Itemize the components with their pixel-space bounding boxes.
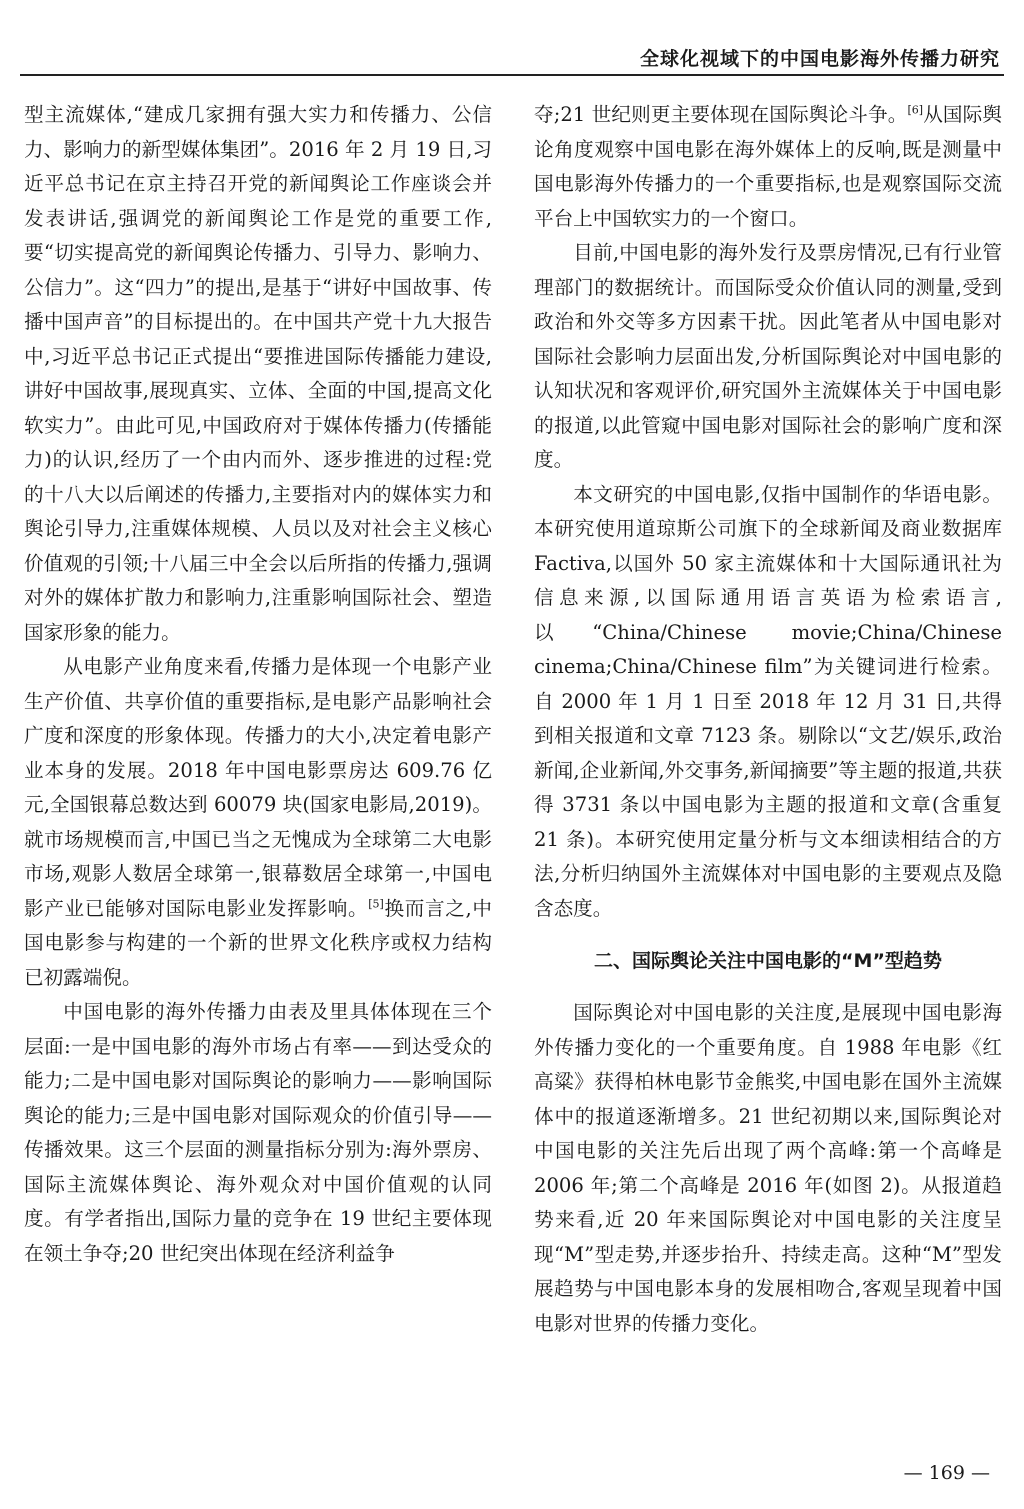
running-header <box>20 40 1004 76</box>
left-paragraph-2 <box>24 650 492 995</box>
left-paragraph-2-text-a: 从电影产业角度来看,传播力是体现一个电影产业生产价值、共享价值的重要指标,是电影产品影响社会广度和深度的形象体现。传播力的大小,决定着电影产业本身的发展。2018 年中国电影票房达 609.76 亿元,全国银幕总数达到 60079 块(国家电影局,2019)。就市场规模而言,中国已当之无愧成为全球第二大电影市场,观影人数居全球第一,银幕数居全球第一,中国电影产业已能够对国际电影业发挥影响。 <box>24 655 492 920</box>
citation-5: [5] <box>368 896 384 910</box>
left-paragraph-1: 型主流媒体,“建成几家拥有强大实力和传播力、公信力、影响力的新型媒体集团”。2016 年 2 月 19 日,习近平总书记在京主持召开党的新闻舆论工作座谈会并发表讲话,强调党的新闻舆论工作是党的重要工作,要“切实提高党的新闻舆论传播力、引导力、影响力、公信力”。这“四力”的提出,是基于“讲好中国故事、传播中国声音”的目标提出的。在中国共产党十九大报告中,习近平总书记正式提出“要推进国际传播能力建设,讲好中国故事,展现真实、立体、全面的中国,提高文化软实力”。由此可见,中国政府对于媒体传播力(传播能力)的认识,经历了一个由内而外、逐步推进的过程:党的十八大以后阐述的传播力,主要指对内的媒体实力和舆论引导力,注重媒体规模、人员以及对社会主义核心价值观的引领;十八届三中全会以后所指的传播力,强调对外的媒体扩散力和影响力,注重影响国际社会、塑造国家形象的能力。 <box>24 103 492 644</box>
left-paragraph-2-text-b: 换而言之,中国电影参与构建的一个新的世界文化秩序或权力结构已初露端倪。 <box>24 896 492 989</box>
citation-6: [6] <box>907 103 924 117</box>
right-paragraph-4: 国际舆论对中国电影的关注度,是展现中国电影海外传播力变化的一个重要角度。自 1988 年电影《红高粱》获得柏林电影节金熊奖,中国电影在国外主流媒体中的报道逐渐增多。21 世纪初期以来,国际舆论对中国电影的关注先后出现了两个高峰:第一个高峰是 2006 年;第二个高峰是 2016 年(如图 2)。从报道趋势来看,近 20 年来国际舆论对中国电影的关注度呈现“M”型走势,并逐步抬升、持续走高。这种“M”型发展趋势与中国电影本身的发展相吻合,客观呈现着中国电影对世界的传播力变化。 <box>534 1001 1002 1335</box>
right-paragraph-1-text-b: 从国际舆论角度观察中国电影在海外媒体上的反响,既是测量中国电影海外传播力的一个重要指标,也是观察国际交流平台上中国软实力的一个窗口。 <box>534 103 1002 230</box>
right-paragraph-1 <box>534 98 1002 236</box>
right-column <box>534 98 1002 1341</box>
page-number: — 169 — <box>903 1462 990 1484</box>
section-heading: 二、国际舆论关注中国电影的“M”型趋势 <box>594 950 942 972</box>
right-paragraph-1-text-a: 夺;21 世纪则更主要体现在国际舆论斗争。 <box>534 103 908 126</box>
left-column <box>24 98 492 1271</box>
left-paragraph-3: 中国电影的海外传播力由表及里具体体现在三个层面:一是中国电影的海外市场占有率——到达受众的能力;二是中国电影对国际舆论的影响力——影响国际舆论的能力;三是中国电影对国际观众的价值引导——传播效果。这三个层面的测量指标分别为:海外票房、国际主流媒体舆论、海外观众对中国价值观的认同度。有学者指出,国际力量的竞争在 19 世纪主要体现在领土争夺;20 世纪突出体现在经济利益争 <box>24 1000 492 1265</box>
right-paragraph-2: 目前,中国电影的海外发行及票房情况,已有行业管理部门的数据统计。而国际受众价值认同的测量,受到政治和外交等多方因素干扰。因此笔者从中国电影对国际社会影响力层面出发,分析国际舆论对中国电影的认知状况和客观评价,研究国外主流媒体关于中国电影的报道,以此管窥中国电影对国际社会的影响广度和深度。 <box>534 241 1002 471</box>
running-title: 全球化视域下的中国电影海外传播力研究 <box>639 48 1000 70</box>
right-paragraph-3: 本文研究的中国电影,仅指中国制作的华语电影。本研究使用道琼斯公司旗下的全球新闻及商业数据库 Factiva,以国外 50 家主流媒体和十大国际通讯社为信息来源,以国际通用语言英语为检索语言,以“China/Chinese movie;China/Chinese cinema;China/Chinese film”为关键词进行检索。自 2000 年 1 月 1 日至 2018 年 12 月 31 日,共得到相关报道和文章 7123 条。剔除以“文艺/娱乐,政治新闻,企业新闻,外交事务,新闻摘要”等主题的报道,共获得 3731 条以中国电影为主题的报道和文章(含重复 21 条)。本研究使用定量分析与文本细读相结合的方法,分析归纳国外主流媒体对中国电影的主要观点及隐含态度。 <box>534 482 1002 920</box>
